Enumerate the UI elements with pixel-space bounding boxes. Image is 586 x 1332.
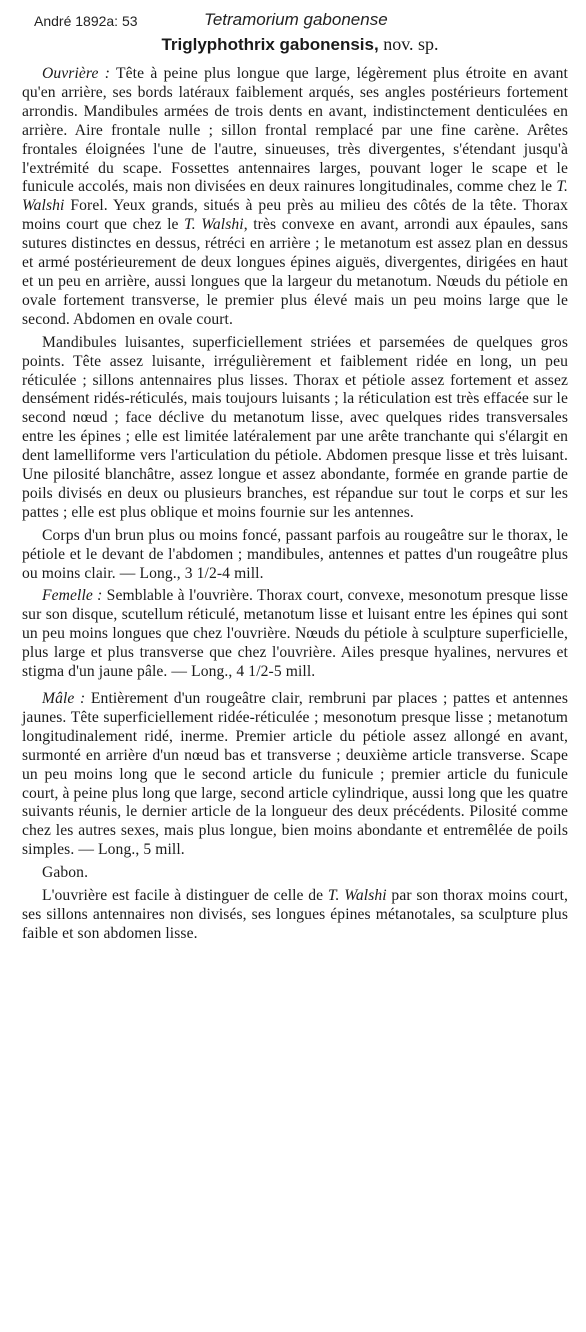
- taxon-original-name: Triglyphothrix gabonensis,: [161, 35, 379, 54]
- female-text: Semblable à l'ouvrière. Thorax court, convexe, mesonotum presque lisse sur son disque, scutellum réticulé, metanotum lisse et luisant entre les épines qui sont un peu moins longues que chez l'ouvrière. Nœuds du pétiole à sculpture superficielle, plus large et plus transverse que chez l'ouvrière. Ailes presque hyalines, nervures et stigma d'un jaune pâle. — Long., 4 1/2-5 mill.: [22, 587, 568, 681]
- page-header: [22, 10, 568, 32]
- taxon-title: [22, 34, 568, 55]
- worker-text-1: Tête à peine plus longue que large, légèrement plus étroite en avant qu'en arrière, ses bords latéraux faiblement arqués, ses angles postérieurs fortement arrondis. Mandibules armées de trois dents en avant, indistinctement denticulées en arrière. Aire frontale nulle ; sillon frontal remplacé par une fine carène. Arêtes frontales éloignées l'une de l'autre, sinueuses, très divergentes, s'étendant jusqu'à l'extrémité du scape. Fossettes antennaires larges, pouvant loger le scape et le funicule accolés, mais non divisées en deux rainures longitudinales, comme chez le: [22, 65, 568, 196]
- walshi-ref-1: T. Walshi: [22, 178, 568, 215]
- male-label: Mâle :: [42, 690, 86, 707]
- diagnosis-text-1: L'ouvrière est facile à distinguer de celle de: [42, 887, 328, 905]
- male-description: [22, 690, 568, 860]
- color-description: Corps d'un brun plus ou moins foncé, passant parfois au rougeâtre sur le thorax, le pétiole et le devant de l'abdomen ; mandibules, antennes et pattes d'un rougeâtre plus ou moins clair. — Long., 3 1/2-4 mill.: [22, 526, 568, 582]
- worker-label: Ouvrière :: [42, 65, 111, 82]
- worker-text-3: , très convexe en avant, arrondi aux épaules, sans sutures distinctes en dessus, rétréci en arrière ; le metanotum est assez plan en dessus et armé postérieurement de deux longues épines aiguës, divergentes, dirigées en haut et un peu en arrière, aussi longues que la largeur du metanotum. Nœuds du pétiole en ovale fortement transverse, le premier plus élevé mais un peu moins large que le second. Abdomen en ovale court.: [22, 216, 568, 328]
- diagnosis-text-2: par son thorax moins court, ses sillons antennaires non divisés, ses longues épines métanotales, sa sculpture plus faible et son abdomen lisse.: [22, 887, 568, 942]
- walshi-ref-3: T. Walshi: [327, 887, 387, 905]
- walshi-ref-2: T. Walshi: [184, 216, 244, 234]
- diagnosis: [22, 887, 568, 944]
- locality: Gabon.: [42, 864, 89, 882]
- species-name: Tetramorium gabonense: [204, 10, 388, 29]
- worker-text-2: Forel. Yeux grands, situés à peu près au milieu des côtés de la tête. Thorax moins court que chez le: [22, 197, 568, 234]
- worker-description: [22, 65, 568, 330]
- female-description: [22, 587, 568, 682]
- citation-reference: André 1892a: 53: [34, 13, 138, 29]
- taxon-status: nov. sp.: [378, 34, 439, 54]
- female-label: Femelle :: [42, 587, 103, 605]
- sculpture-description: Mandibules luisantes, superficiellement striées et parsemées de quelques gros points. Tête assez luisante, irrégulièrement et faiblement ridée en long, un peu réticulée ; sillons antennaires plus lisses. Thorax et pétiole assez fortement et assez densément ridés-réticulés, mais toujours luisants ; la réticulation est très effacée sur le second nœud ; face déclive du metanotum lisse, avec quelques rides transversales entre les épines ; elle est limitée latéralement par une arête tranchante qui s'élargit en dent lamelliforme vers l'articulation du pétiole. Abdomen presque lisse et très luisant. Une pilosité blanchâtre, assez longue et assez abondante, formée en grande partie de poils divisés en deux ou plusieurs branches, est répandue sur tout le corps et sur les pattes ; elle est plus oblique et moins fournie sur les antennes.: [22, 333, 568, 521]
- male-text: Entièrement d'un rougeâtre clair, rembruni par places ; pattes et antennes jaunes. Tête superficiellement ridée-réticulée ; mesonotum presque lisse ; metanotum longitudinalement ridé, inerme. Premier article du pétiole assez allongé en avant, surmonté en arrière d'un nœud bas et transverse ; deuxième article transverse. Scape un peu moins long que le second article du funicule ; premier article du funicule court, à peine plus long que large, second article cylindrique, aussi long que les quatre suivants réunis, le dernier article de la longueur des deux précédents. Pilosité comme chez les autres sexes, mais plus longue, bien moins abondante et entremêlée de poils simples. — Long., 5 mill.: [22, 690, 569, 859]
